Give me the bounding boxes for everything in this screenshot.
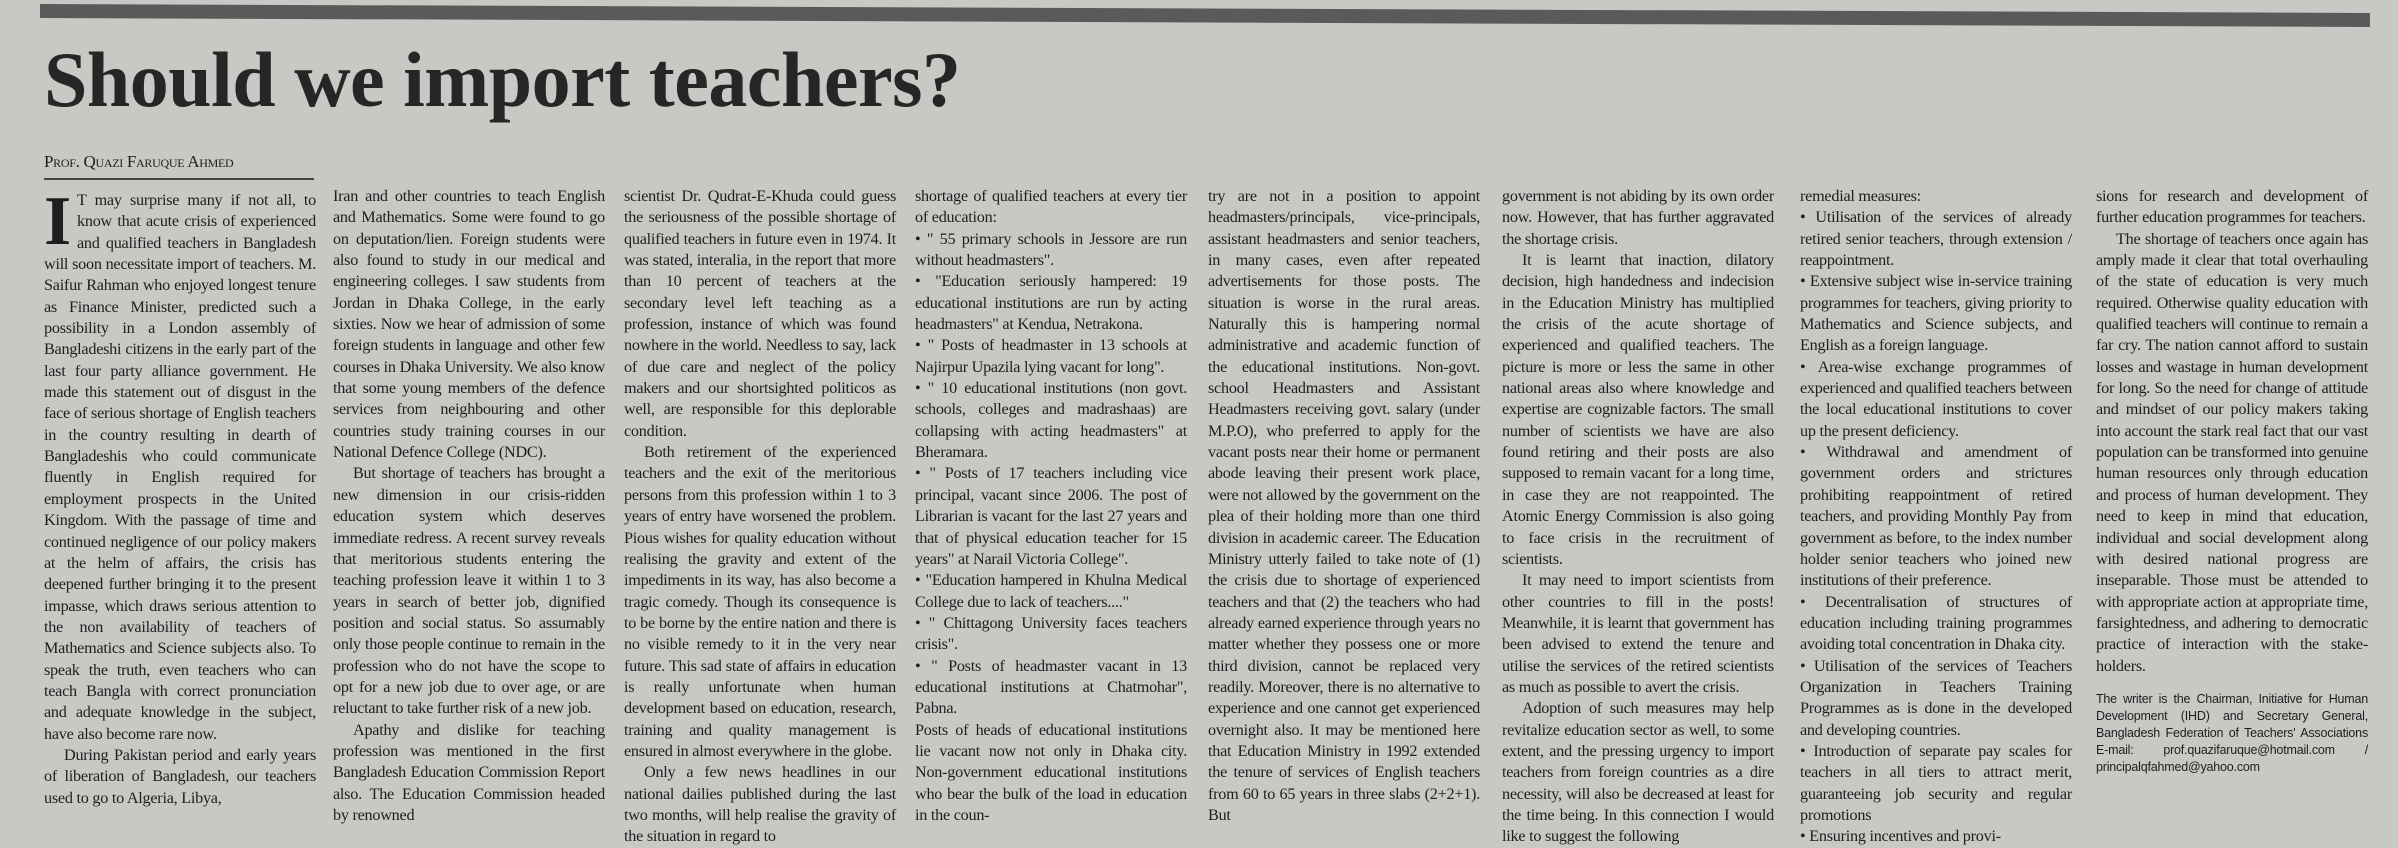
paragraph: It may need to import scientists from other countries to fill in the posts! Meanwhile, it is learnt that government has been advised to extend the tenure and utilise the services of the retired scientists as much as possible to avert the crisis. (1502, 571, 1774, 696)
article-column-1 (44, 183, 316, 809)
article-column-7 (1800, 186, 2072, 848)
article-column-8 (2096, 186, 2368, 776)
article-column-5 (1208, 186, 1480, 826)
bullet-item: • " Posts of 17 teachers including vice principal, vacant since 2006. The post of Librarian is vacant for the last 27 years and that of physical education teacher for 15 years" at Narail Victoria College". (915, 464, 1187, 568)
article-column-4 (915, 186, 1187, 826)
paragraph: Iran and other countries to teach English and Mathematics. Some were found to go on deputation/lien. Foreign students were also found to study in our medical and engineering colleges. I saw students from Jordan in Dhaka College, in the early sixties. Now we hear of admission of some foreign students in language and other few courses in Dhaka University. We also know that some young members of the defence services from neighbouring and other countries study training courses in our National Defence College (NDC). (333, 187, 605, 462)
headline: Should we import teachers? (44, 36, 961, 123)
bullet-item: • Extensive subject wise in-service training programmes for teachers, giving priority to Mathematics and Science subjects, and English as a foreign language. (1800, 272, 2072, 355)
bullet-item: • "Education hampered in Khulna Medical College due to lack of teachers...." (915, 571, 1187, 611)
bullet-item: • " Posts of headmaster vacant in 13 educational institutions at Chatmohar", Pabna. (915, 656, 1187, 718)
paragraph: government is not abiding by its own order now. However, that has further aggravated the shortage crisis. (1502, 187, 1774, 248)
bullet-item: • Introduction of separate pay scales for teachers in all tiers to attract merit, guaranteeing job security and regular promotions (1800, 741, 2072, 824)
bullet-item: • " Chittagong University faces teachers crisis". (915, 613, 1187, 654)
paragraph: It is learnt that inaction, dilatory decision, high handedness and indecision in the Education Ministry has multiplied the crisis of the acute shortage of experienced and qualified teachers. The picture is more or less the same in other national areas also where knowledge and expertise are cognizable factors. The small number of scientists we have are also found retiring and their posts are also supposed to remain vacant for a long time, in case they are not reappointed. The Atomic Energy Commission is also going to face crisis in the recruitment of scientists. (1502, 251, 1774, 568)
bullet-item: • Decentralisation of structures of education including training programmes avoiding total concentration in Dhaka city. (1800, 592, 2072, 654)
paragraph: Adoption of such measures may help revitalize education sector as well, to some extent, and the pressing urgency to import teachers from foreign countries as a dire necessity, will also be decreased at least for the time being. In this connection I would like to suggest the following (1502, 699, 1774, 846)
bullet-item: • Utilisation of the services of Teachers Organization in Teachers Training Programmes as is done in the developed and developing countries. (1800, 656, 2072, 739)
byline: Prof. Quazi Faruque Ahmed (44, 152, 314, 180)
top-rule (40, 4, 2370, 27)
paragraph: Posts of heads of educational institutions lie vacant now not only in Dhaka city. Non-government educational institutions who bear the bulk of the load in education in the coun- (915, 720, 1187, 824)
paragraph: scientist Dr. Qudrat-E-Khuda could guess the seriousness of the possible shortage of qualified teachers in future even in 1974. It was stated, interalia, in the report that more than 10 percent of teachers at the secondary level left teaching as a profession, instance of which was found nowhere in the world. Needless to say, lack of due care and neglect of the policy makers and our shortsighted politicos as well, are responsible for this deplorable condition. (624, 187, 896, 440)
bullet-item: • " 10 educational institutions (non govt. schools, colleges and madrashaas) are collapsing with acting headmasters" at Bheramara. (915, 379, 1187, 462)
paragraph: Only a few news headlines in our national dailies published during the last two months, will help realise the gravity of the situation in regard to (624, 763, 896, 846)
paragraph: remedial measures: (1800, 187, 1921, 205)
bullet-item: • Ensuring incentives and provi- (1800, 827, 2001, 846)
paragraph: The shortage of teachers once again has amply made it clear that total overhauling of the state of education is very much required. Otherwise quality education with qualified teachers will continue to remain a far cry. The nation cannot afford to sustain losses and wastage in human development for long. So the need for change of attitude and mindset of our policy makers taking into account the stark real fact that our vast population can be transformed into genuine human resources only through education and process of human development. They need to keep in mind that education, individual and social development along with desired national progress are inseparable. Those must be attended to with appropriate action at appropriate time, farsightedness, and adhering to democratic practice of interaction with the stake-holders. (2096, 229, 2368, 675)
paragraph: Apathy and dislike for teaching profession was mentioned in the first Bangladesh Education Commission Report also. The Education Commission headed by renowned (333, 720, 605, 824)
article-column-6 (1502, 186, 1774, 848)
paragraph-text: T may surprise many if not all, to know that acute crisis of experienced and qualified teachers in Bangladesh will soon necessitate import of teachers. M. Saifur Rahman who enjoyed longest tenure as Finance Minister, predicted such a possibility in a London assembly of Bangladeshi citizens in the early part of the last four party alliance government. He made this statement out of disgust in the face of serious shortage of English teachers in the country resulting in dearth of Bangladeshis who could communicate fluently in English required for employment prospects in the United Kingdom. With the passage of time and continued negligence of our policy makers at the helm of affairs, the crisis has deepened further bringing it to the present impasse, which draws serious attention to the non availability of teachers of Mathematics and Science subjects also. To speak the truth, even teachers who can teach Bangla with correct pronunciation and adequate knowledge in the subject, have also become rare now. (44, 191, 316, 743)
drop-cap: I (44, 183, 71, 260)
bullet-item: • " 55 primary schools in Jessore are run without headmasters". (915, 229, 1187, 270)
paragraph: sions for research and development of further education programmes for teachers. (2096, 187, 2368, 227)
paragraph: try are not in a position to appoint headmasters/principals, vice-principals, assistant headmasters and senior teachers, in many cases, even after repeated advertisements for those posts. The situation is worse in the rural areas. Naturally this is hampering normal administrative and academic function of the educational institutions. Non-govt. school Headmasters and Assistant Headmasters receiving govt. salary (under M.P.O), who preferred to apply for the vacant posts near their home or permanent abode leaving their present work place, were not allowed by the government on the plea of their holding more than one third division in academic career. The Education Ministry utterly failed to take note of (1) the crisis due to shortage of experienced teachers and that (2) the teachers who had already earned experience through years no matter whether they possess one or more third division, cannot be replaced very readily. Moreover, there is no alternative to experience and one cannot get experienced overnight also. It may be mentioned here that Education Ministry in 1992 extended the tenure of services of English teachers from 60 to 65 years in three slabs (2+2+1). But (1208, 187, 1480, 824)
paragraph: shortage of qualified teachers at every tier of education: (915, 187, 1187, 227)
bullet-item: • Area-wise exchange programmes of experienced and qualified teachers between the local educational institutions to cover up the present deficiency. (1800, 357, 2072, 440)
author-note: The writer is the Chairman, Initiative for Human Development (IHD) and Secretary General, Bangladesh Federation of Teachers' Associations E-mail: prof.quazifaruque@hotmail.com / principalqfahmed@yahoo.com (2096, 691, 2368, 774)
paragraph: But shortage of teachers has brought a new dimension in our crisis-ridden education system which deserves immediate redress. A recent survey reveals that meritorious students entering the teaching profession leave it within 1 to 3 years in search of better job, dignified position and social status. So assumably only those people continue to remain in the profession who do not have the scope to opt for a new job due to over age, or are reluctant to take further risk of a new job. (333, 464, 605, 718)
bullet-item: • "Education seriously hampered: 19 educational institutions are run by acting headmasters" at Kendua, Netrakona. (915, 272, 1187, 334)
article-column-2 (333, 186, 605, 826)
bullet-item: • Utilisation of the services of already retired senior teachers, through extension / reappointment. (1800, 208, 2072, 270)
article-column-3 (624, 186, 896, 848)
bullet-item: • " Posts of headmaster in 13 schools at Najirpur Upazila lying vacant for long". (915, 336, 1187, 376)
paragraph: Both retirement of the experienced teachers and the exit of the meritorious persons from this profession within 1 to 3 years of entry have worsened the problem. Pious wishes for quality education without realising the gravity and extent of the impediments in its way, has also become a tragic comedy. Though its consequence is to be borne by the entire nation and there is no visible remedy to it in the very near future. This sad state of affairs in education is really unfortunate when human development based on education, research, training and quality management is ensured in almost everywhere in the globe. (624, 443, 896, 760)
paragraph: During Pakistan period and early years of liberation of Bangladesh, our teachers used to go to Algeria, Libya, (44, 745, 316, 807)
bullet-item: • Withdrawal and amendment of government orders and strictures prohibiting reappointment of retired teachers, and providing Monthly Pay from government as before, to the index number holder senior teachers who joined new institutions of their preference. (1800, 443, 2072, 590)
paragraph (44, 183, 316, 745)
